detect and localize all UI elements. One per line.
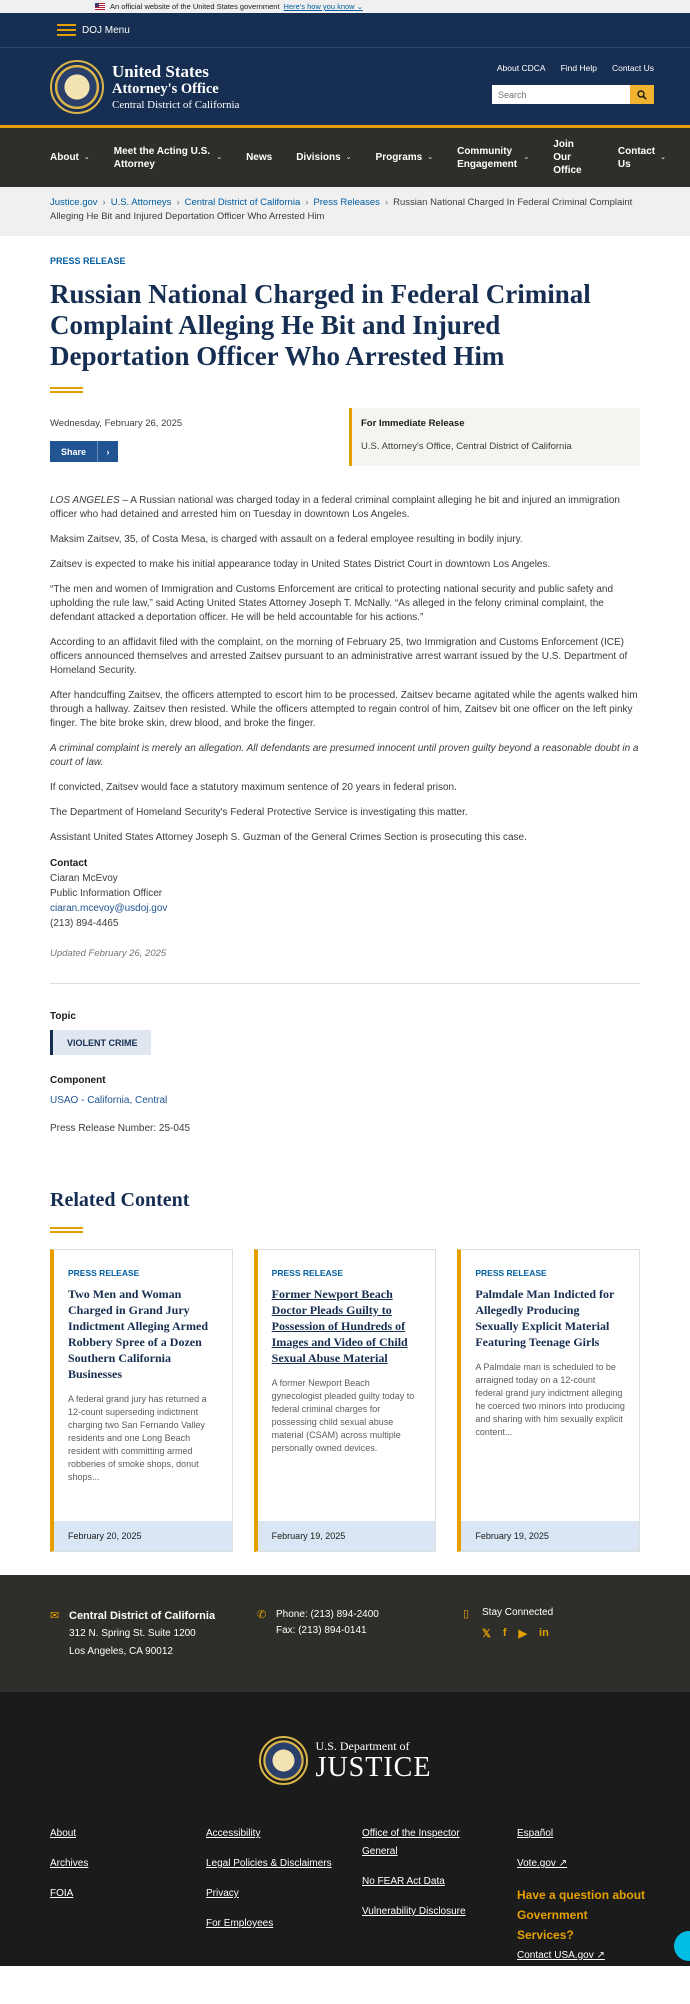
breadcrumb-us-attorneys[interactable]: U.S. Attorneys bbox=[110, 197, 172, 208]
footer-link-employees[interactable]: For Employees bbox=[206, 1918, 274, 1929]
component-heading: Component bbox=[50, 1075, 106, 1086]
contact-name: Ciaran McEvoy bbox=[50, 873, 118, 884]
us-flag-icon bbox=[95, 3, 105, 10]
main-nav bbox=[0, 125, 690, 187]
phone-icon: ✆ bbox=[257, 1609, 267, 1621]
card-eyebrow: PRESS RELEASE bbox=[271, 1268, 343, 1278]
card-title-link[interactable]: Two Men and Woman Charged in Grand Jury Indictment Alleging Armed Robbery Spree of a Dozen Southern California Businesses bbox=[68, 1287, 208, 1381]
contact-title: Public Information Officer bbox=[50, 888, 163, 899]
card-excerpt: A former Newport Beach gynecologist pleaded guilty today to federal criminal charges for possessing child sexual abuse material (CSAM) across multiple personally owned devices. bbox=[271, 1378, 415, 1453]
stay-connected: Stay Connected bbox=[482, 1607, 554, 1618]
nav-programs[interactable]: Programs ⌄ bbox=[375, 152, 434, 163]
site-header bbox=[0, 47, 690, 125]
doj-menu-button[interactable]: DOJ Menu bbox=[82, 24, 130, 36]
component-link[interactable]: USAO - California, Central bbox=[50, 1095, 168, 1106]
article-body bbox=[50, 494, 640, 845]
footer-office-name: Central District of California bbox=[69, 1610, 216, 1622]
footer-link-accessibility[interactable]: Accessibility bbox=[206, 1828, 261, 1839]
contact-phone: (213) 894-4465 bbox=[50, 918, 119, 929]
divider bbox=[50, 983, 640, 984]
footer-question: Have a question about Government Services? bbox=[517, 1888, 646, 1942]
card-date: February 19, 2025 bbox=[461, 1521, 639, 1551]
mail-icon: ✉ bbox=[50, 1610, 60, 1622]
footer-link-espanol[interactable]: Español bbox=[517, 1828, 554, 1839]
related-card[interactable] bbox=[457, 1249, 640, 1552]
card-excerpt: A federal grand jury has returned a 12-count superseding indictment charging two San Fernando Valley residents and one Long Beach resident with committing armed robberies of smoke shops, donut shops... bbox=[68, 1394, 207, 1482]
footer-phone-number[interactable]: Phone: (213) 894-2400 bbox=[276, 1609, 379, 1620]
hamburger-menu-icon[interactable] bbox=[57, 24, 76, 36]
card-title-link[interactable]: Palmdale Man Indicted for Allegedly Producing Sexually Explicit Material Featuring Teenage Girls bbox=[475, 1287, 615, 1349]
gov-banner-text: An official website of the United States government bbox=[110, 2, 280, 11]
office-name-line1: United States bbox=[112, 61, 209, 81]
paragraph: Maksim Zaitsev, 35, of Costa Mesa, is charged with assault on a federal employee resulting in bodily injury. bbox=[50, 534, 523, 545]
nav-news[interactable]: News bbox=[246, 152, 273, 163]
footer-link-foia[interactable]: FOIA bbox=[50, 1888, 74, 1899]
nav-join-office[interactable]: Join Our Office bbox=[553, 139, 582, 176]
dateline: LOS ANGELES bbox=[50, 495, 120, 506]
release-office: U.S. Attorney's Office, Central District of California bbox=[361, 441, 572, 452]
chevron-down-icon: ⌄ bbox=[345, 154, 352, 161]
header-utility bbox=[492, 63, 654, 104]
usao-seal-logo[interactable] bbox=[50, 60, 104, 114]
how-you-know-link[interactable]: Here's how you know ⌄ bbox=[283, 2, 363, 11]
topic-heading: Topic bbox=[50, 1011, 76, 1022]
article-date: Wednesday, February 26, 2025 bbox=[50, 418, 183, 429]
doj-logo[interactable] bbox=[0, 1736, 690, 1785]
nav-divisions[interactable]: Divisions ⌄ bbox=[296, 152, 352, 163]
footer-social bbox=[463, 1607, 553, 1692]
chevron-down-icon: ⌄ bbox=[427, 154, 434, 161]
search-input[interactable] bbox=[492, 85, 630, 104]
search-form bbox=[492, 85, 654, 104]
release-box bbox=[349, 408, 640, 466]
nav-meet-attorney[interactable]: Meet the Acting U.S. Attorney ⌄ bbox=[113, 145, 223, 170]
paragraph: Zaitsev is expected to make his initial appearance today in United States District Court in downtown Los Angeles. bbox=[50, 559, 551, 570]
paragraph: According to an affidavit filed with the complaint, on the morning of February 25, two Immigration and Customs Enforcement (ICE) officers announced themselves and arrested Zaitsev pursuant to an administrative arrest warrant issued by the U.S. Department of Homeland Security. bbox=[50, 637, 628, 676]
nav-contact-us[interactable]: Contact Us ⌄ bbox=[617, 145, 666, 170]
breadcrumb-current: Russian National Charged In Federal Criminal Complaint Alleging He Bit and Injured Deportation Officer Who Arrested Him bbox=[50, 197, 633, 222]
office-name[interactable] bbox=[112, 62, 239, 112]
linkedin-icon[interactable]: in bbox=[539, 1627, 549, 1639]
office-name-line3: Central District of California bbox=[112, 98, 240, 111]
footer-addr2: Los Angeles, CA 90012 bbox=[69, 1646, 173, 1657]
footer-link-vote[interactable]: Vote.gov ↗ bbox=[517, 1858, 568, 1869]
card-eyebrow: PRESS RELEASE bbox=[475, 1268, 547, 1278]
find-help-link[interactable]: Find Help bbox=[560, 63, 597, 73]
footer-link-oig[interactable]: Office of the Inspector General bbox=[362, 1828, 460, 1857]
footer-links bbox=[0, 1825, 690, 1977]
nav-community-engagement[interactable]: Community Engagement ⌄ bbox=[457, 145, 530, 170]
doj-logo-big: JUSTICE bbox=[315, 1752, 432, 1783]
chevron-right-icon: › bbox=[97, 441, 118, 462]
youtube-icon[interactable]: ▶ bbox=[518, 1628, 528, 1640]
main-content bbox=[0, 256, 690, 1552]
external-link-icon: ↗ bbox=[596, 1950, 605, 1961]
chevron-down-icon: ⌄ bbox=[83, 154, 90, 161]
title-divider bbox=[50, 387, 83, 393]
mobile-icon: ▯ bbox=[463, 1608, 470, 1620]
footer-bottom bbox=[0, 1692, 690, 1966]
search-icon bbox=[637, 90, 647, 100]
nav-about[interactable]: About ⌄ bbox=[50, 152, 90, 163]
breadcrumb-cdca[interactable]: Central District of California bbox=[184, 197, 301, 208]
card-date: February 20, 2025 bbox=[54, 1521, 232, 1551]
press-release-number: Press Release Number: 25-045 bbox=[50, 1123, 191, 1134]
contact-block bbox=[50, 856, 640, 931]
search-button[interactable] bbox=[630, 85, 654, 104]
related-heading: Related Content bbox=[50, 1189, 190, 1211]
footer-link-archives[interactable]: Archives bbox=[50, 1858, 89, 1869]
paragraph: “The men and women of Immigration and Customs Enforcement are critical to protecting national security and public safety and upholding the rule law,” said Acting United States Attorney Joseph T. McNally. “As alleged in the felony criminal complaint, the defendant attacked a deportation officer. He will be held accountable for his actions.” bbox=[50, 584, 614, 623]
related-divider bbox=[50, 1227, 83, 1233]
contact-us-link[interactable]: Contact Us bbox=[611, 63, 654, 73]
gov-banner bbox=[0, 0, 690, 13]
page-title: Russian National Charged in Federal Criminal Complaint Alleging He Bit and Injured Deportation Officer Who Arrested Him bbox=[50, 279, 591, 371]
footer-link-privacy[interactable]: Privacy bbox=[206, 1888, 239, 1899]
paragraph: LOS ANGELES – A Russian national was charged today in a federal criminal complaint alleging he bit and injured an immigration officer who had detained and arrested him on Tuesday in downtown Los Angeles. bbox=[50, 495, 620, 520]
footer-contact bbox=[0, 1575, 690, 1692]
paragraph: After handcuffing Zaitsev, the officers attempted to escort him to be processed. Zaitsev became agitated while the agents walked him through a hallway. Zaitsev then resisted. While the officers attempted to regain control of him, Zaitsev bit one officer on the left pinky finger. The bite broke skin, drew blood, and broke the finger. bbox=[50, 690, 638, 729]
footer-link-vulnerability[interactable]: Vulnerability Disclosure bbox=[362, 1906, 466, 1917]
footer-link-no-fear[interactable]: No FEAR Act Data bbox=[362, 1876, 445, 1887]
footer-link-legal[interactable]: Legal Policies & Disclaimers bbox=[206, 1858, 332, 1869]
card-excerpt: A Palmdale man is scheduled to be arraigned today on a 12-count federal grand jury indictment alleging he coerced two minors into producing and sharing with him sexually explicit content... bbox=[475, 1362, 625, 1437]
paragraph: Assistant United States Attorney Joseph S. Guzman of the General Crimes Section is prosecuting this case. bbox=[50, 832, 527, 843]
footer-link-about[interactable]: About bbox=[50, 1828, 77, 1839]
article-meta bbox=[50, 408, 640, 466]
chevron-down-icon: ⌄ bbox=[216, 154, 223, 161]
footer-link-contact-usa[interactable]: Contact USA.gov ↗ bbox=[517, 1950, 605, 1961]
paragraph: The Department of Homeland Security's Federal Protective Service is investigating this matter. bbox=[50, 807, 468, 818]
footer-addr1: 312 N. Spring St. Suite 1200 bbox=[69, 1628, 196, 1639]
x-icon[interactable]: 𝕏 bbox=[482, 1628, 491, 1640]
article-eyebrow: PRESS RELEASE bbox=[50, 256, 126, 266]
share-label: Share bbox=[61, 446, 87, 457]
contact-email-link[interactable]: ciaran.mcevoy@usdoj.gov bbox=[50, 903, 168, 914]
about-cdca-link[interactable]: About CDCA bbox=[496, 63, 546, 73]
paragraph: If convicted, Zaitsev would face a statutory maximum sentence of 20 years in federal prison. bbox=[50, 782, 457, 793]
breadcrumb: Justice.gov › U.S. Attorneys › Central District of California › Press Releases › Russian National Charged In Federal Criminal Complaint Alleging He Bit and Injured Deportation Officer Who Arrested Him bbox=[0, 187, 690, 236]
office-name-line2: Attorney's Office bbox=[112, 80, 219, 97]
doj-seal-logo bbox=[259, 1736, 308, 1785]
chevron-down-icon: ⌄ bbox=[660, 154, 666, 161]
contact-heading: Contact bbox=[50, 858, 88, 869]
footer-address bbox=[50, 1607, 257, 1692]
share-button[interactable] bbox=[50, 441, 118, 462]
card-eyebrow: PRESS RELEASE bbox=[68, 1268, 140, 1278]
breadcrumb-justice[interactable]: Justice.gov bbox=[50, 197, 98, 208]
paragraph: A criminal complaint is merely an allegation. All defendants are presumed innocent until proven guilty beyond a reasonable doubt in a court of law. bbox=[50, 743, 639, 768]
breadcrumb-press-releases[interactable]: Press Releases bbox=[313, 197, 380, 208]
card-date: February 19, 2025 bbox=[258, 1521, 436, 1551]
doj-menu-bar bbox=[0, 13, 690, 47]
facebook-icon[interactable]: f bbox=[502, 1627, 507, 1639]
doj-logo-small: U.S. Department of bbox=[315, 1739, 410, 1753]
related-card[interactable] bbox=[254, 1249, 437, 1552]
release-title: For Immediate Release bbox=[361, 418, 465, 429]
external-link-icon: ↗ bbox=[558, 1858, 568, 1869]
topic-tag-violent-crime[interactable]: VIOLENT CRIME bbox=[50, 1030, 151, 1055]
footer-fax: Fax: (213) 894-0141 bbox=[276, 1625, 367, 1636]
updated-date: Updated February 26, 2025 bbox=[50, 948, 167, 959]
related-card[interactable] bbox=[50, 1249, 233, 1552]
footer-phone bbox=[257, 1607, 463, 1692]
card-title-link[interactable]: Former Newport Beach Doctor Pleads Guilty to Possession of Hundreds of Images and Video of Child Sexual Abuse Material bbox=[271, 1287, 408, 1365]
related-cards bbox=[50, 1249, 640, 1552]
chevron-down-icon: ⌄ bbox=[523, 154, 530, 161]
